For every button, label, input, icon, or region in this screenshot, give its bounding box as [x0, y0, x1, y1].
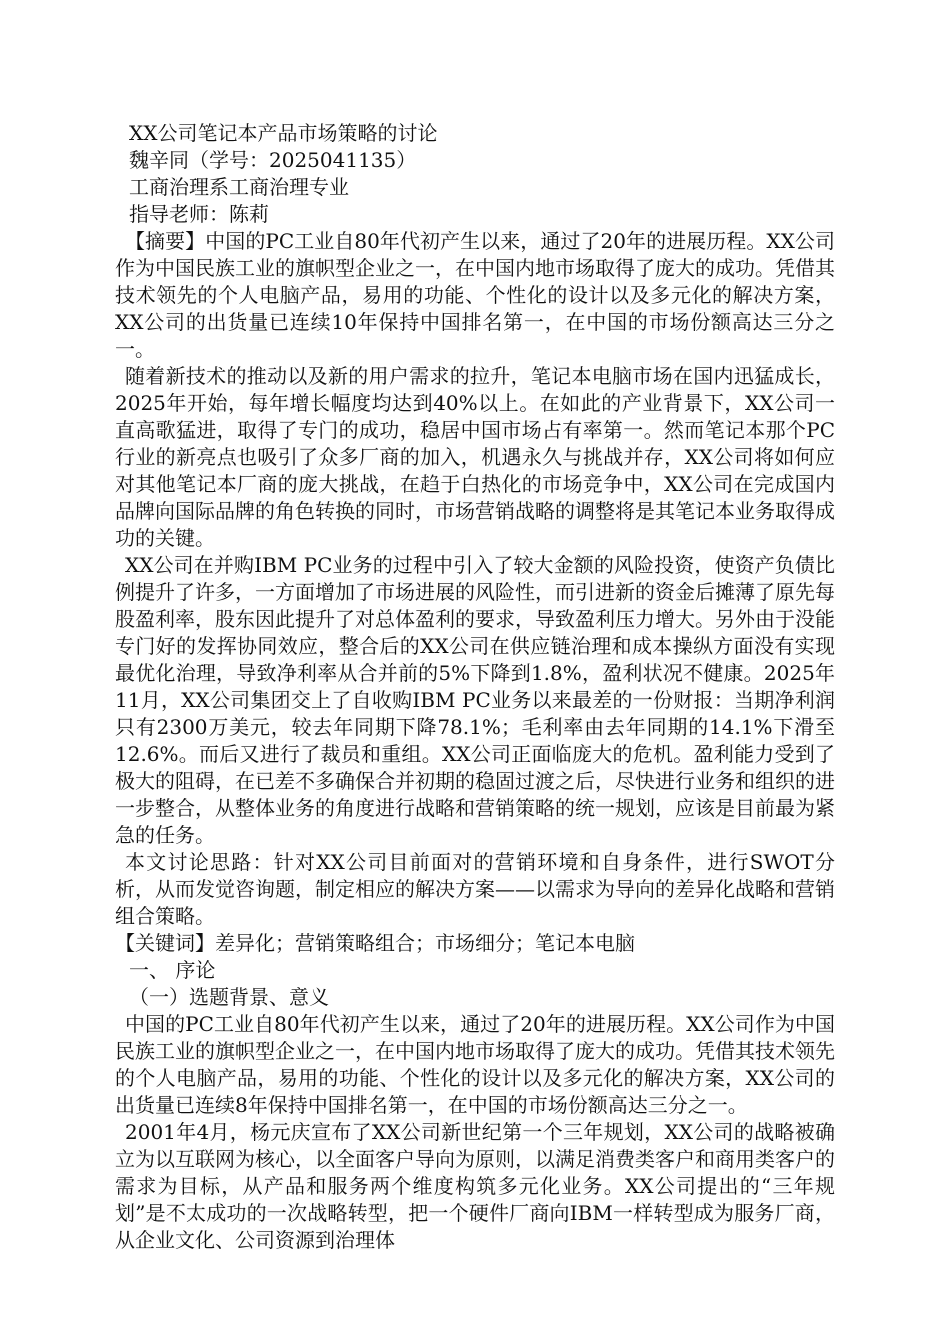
department-line: 工商治理系工商治理专业: [129, 175, 349, 199]
section-heading: 一、 序论: [129, 958, 216, 982]
paper-title: XX公司笔记本产品市场策略的讨论: [129, 121, 438, 145]
keywords-line: 【关键词】差异化；营销策略组合；市场细分；笔记本电脑: [115, 931, 635, 955]
body-paragraph-1: 随着新技术的推动以及新的用户需求的拉升，笔记本电脑市场在国内迅猛成长，2025年开始，每年增长幅度均达到40%以上。在如此的产业背景下，XX公司一直高歌猛进，取得了专门的成功，稳居中国市场占有率第一。然而笔记本那个PC行业的新亮点也吸引了众多厂商的加入，机遇永久与挑战并存，XX公司将如何应对其他笔记本厂商的庞大挑战，在趋于白热化的市场竞争中，XX公司在完成国内品牌向国际品牌的角色转换的同时，市场营销战略的调整将是其笔记本业务取得成功的关键。: [115, 364, 835, 550]
body-paragraph-3: 本文讨论思路：针对XX公司目前面对的营销环境和自身条件，进行SWOT分析，从而发觉咨询题，制定相应的解决方案——以需求为导向的差异化战略和营销组合策略。: [115, 850, 835, 928]
document-page: [115, 120, 835, 1254]
abstract-paragraph: 【摘要】中国的PC工业自80年代初产生以来，通过了20年的进展历程。XX公司作为中国民族工业的旗帜型企业之一，在中国内地市场取得了庞大的成功。凭借其技术领先的个人电脑产品，易用的功能、个性化的设计以及多元化的解决方案，XX公司的出货量已连续10年保持中国排名第一，在中国的市场份额高达三分之一。: [115, 229, 835, 361]
author-line: 魏辛同（学号：2025041135）: [129, 148, 417, 172]
subsection-heading: （一）选题背景、意义: [129, 985, 329, 1009]
body-paragraph-2: XX公司在并购IBM PC业务的过程中引入了较大金额的风险投资，使资产负债比例提升了许多，一方面增加了市场进展的风险性，而引进新的资金后摊薄了原先每股盈利率，股东因此提升了对总体盈利的要求，导致盈利压力增大。另外由于没能专门好的发挥协同效应，整合后的XX公司在供应链治理和成本操纵方面没有实现最优化治理，导致净利率从合并前的5%下降到1.8%，盈利状况不健康。2025年11月，XX公司集团交上了自收购IBM PC业务以来最差的一份财报：当期净利润只有2300万美元，较去年同期下降78.1%；毛利率由去年同期的14.1%下滑至12.6%。而后又进行了裁员和重组。XX公司正面临庞大的危机。盈利能力受到了极大的阻碍，在已差不多确保合并初期的稳固过渡之后，尽快进行业务和组织的进一步整合，从整体业务的角度进行战略和营销策略的统一规划，应该是目前最为紧急的任务。: [115, 553, 835, 847]
advisor-line: 指导老师：陈莉: [129, 202, 269, 226]
body-paragraph-5: 2001年4月，杨元庆宣布了XX公司新世纪第一个三年规划，XX公司的战略被确立为以互联网为核心，以全面客户导向为原则，以满足消费类客户和商用类客户的需求为目标，从产品和服务两个维度构筑多元化业务。XX公司提出的“三年规划”是不太成功的一次战略转型，把一个硬件厂商向IBM一样转型成为服务厂商，从企业文化、公司资源到治理体: [115, 1120, 835, 1252]
body-paragraph-4: 中国的PC工业自80年代初产生以来，通过了20年的进展历程。XX公司作为中国民族工业的旗帜型企业之一，在中国内地市场取得了庞大的成功。凭借其技术领先的个人电脑产品，易用的功能、个性化的设计以及多元化的解决方案，XX公司的出货量已连续8年保持中国排名第一，在中国的市场份额高达三分之一。: [115, 1012, 835, 1117]
